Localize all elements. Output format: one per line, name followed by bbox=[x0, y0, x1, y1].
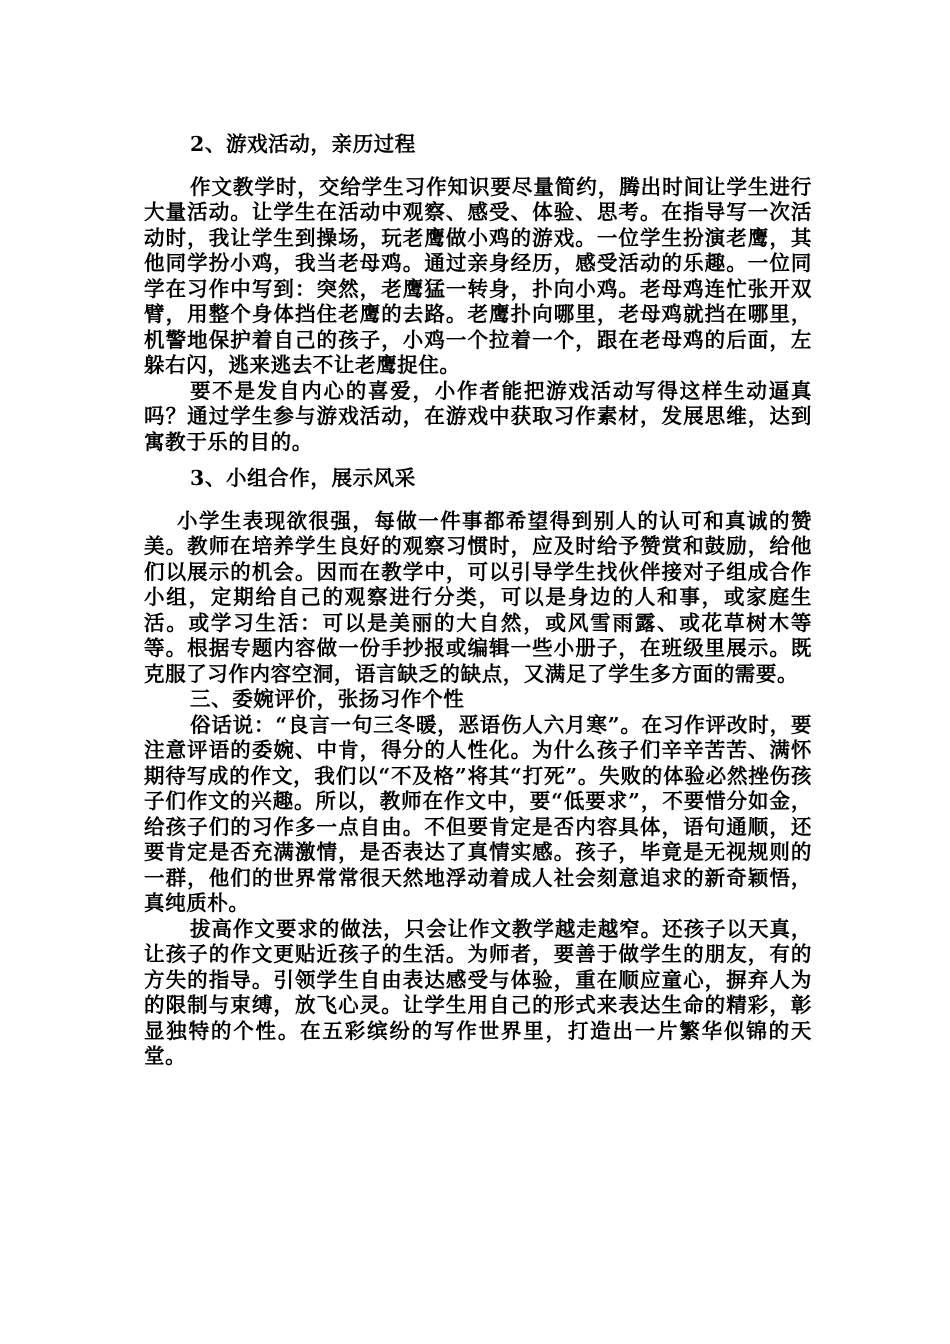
document-body bbox=[144, 132, 812, 1070]
paragraph-evaluation-2: 拔高作文要求的做法，只会让作文教学越走越窄。还孩子以天真，让孩子的作文更贴近孩子的生活。为师者，要善于做学生的朋友，有的方失的指导。引领学生自由表达感受与体验，重在顺应童心，摒弃人为的限制与束缚，放飞心灵。让学生用自己的形式来表达生命的精彩，彰显独特的个性。在五彩缤纷的写作世界里，打造出一片繁华似锦的天堂。 bbox=[144, 916, 812, 1068]
paragraph-game-1: 作文教学时，交给学生习作知识要尽量简约，腾出时间让学生进行大量活动。让学生在活动中观察、感受、体验、思考。在指导写一次活动时，我让学生到操场，玩老鹰做小鸡的游戏。一位学生扮演老鹰，其他同学扮小鸡，我当老母鸡。通过亲身经历，感受活动的乐趣。一位同学在习作中写到：突然，老鹰猛一转身，扑向小鸡。老母鸡连忙张开双臂，用整个身体挡住老鹰的去路。老鹰扑向哪里，老母鸡就挡在哪里，机警地保护着自己的孩子，小鸡一个拉着一个，跟在老母鸡的后面，左躲右闪，逃来逃去不让老鹰捉住。 bbox=[144, 174, 812, 377]
section-three-heading: 三、委婉评价，张扬习作个性 bbox=[190, 687, 465, 711]
heading-game-activity: 2、游戏活动，亲历过程 bbox=[190, 132, 416, 156]
paragraph-group: 小学生表现欲很强，每做一件事都希望得到别人的认可和真诚的赞美。教师在培养学生良好的观察习惯时，应及时给予赞赏和鼓励，给他们以展示的机会。因而在教学中，可以引导学生找伙伴接对子组成合作小组，定期给自己的观察进行分类，可以是身边的人和事，或家庭生活。或学习生活：可以是美丽的大自然，或风雪雨露、或花草树木等等。根据专题内容做一份手抄报或编辑一些小册子，在班级里展示。既克服了习作内容空洞，语言缺乏的缺点，又满足了学生多方面的需要。 bbox=[144, 508, 812, 686]
paragraph-game-2: 要不是发自内心的喜爱，小作者能把游戏活动写得这样生动逼真吗？通过学生参与游戏活动，在游戏中获取习作素材，发展思维，达到寓教于乐的目的。 bbox=[144, 378, 812, 454]
heading-group-cooperation: 3、小组合作，展示风采 bbox=[190, 466, 416, 490]
paragraph-evaluation-1: 俗话说：“良言一句三冬暖，恶语伤人六月寒”。在习作评改时，要注意评语的委婉、中肯，得分的人性化。为什么孩子们辛辛苦苦、满怀期待写成的作文，我们以“不及格”将其“打死”。失败的体验必然挫伤孩子们作文的兴趣。所以，教师在作文中，要“低要求”，不要惜分如金，给孩子们的习作多一点自由。不但要肯定是否内容具体，语句通顺，还要肯定是否充满激情，是否表达了真情实感。孩子，毕竟是无视规则的一群，他们的世界常常很天然地浮动着成人社会刻意追求的新奇颖悟，真纯质朴。 bbox=[144, 712, 812, 915]
